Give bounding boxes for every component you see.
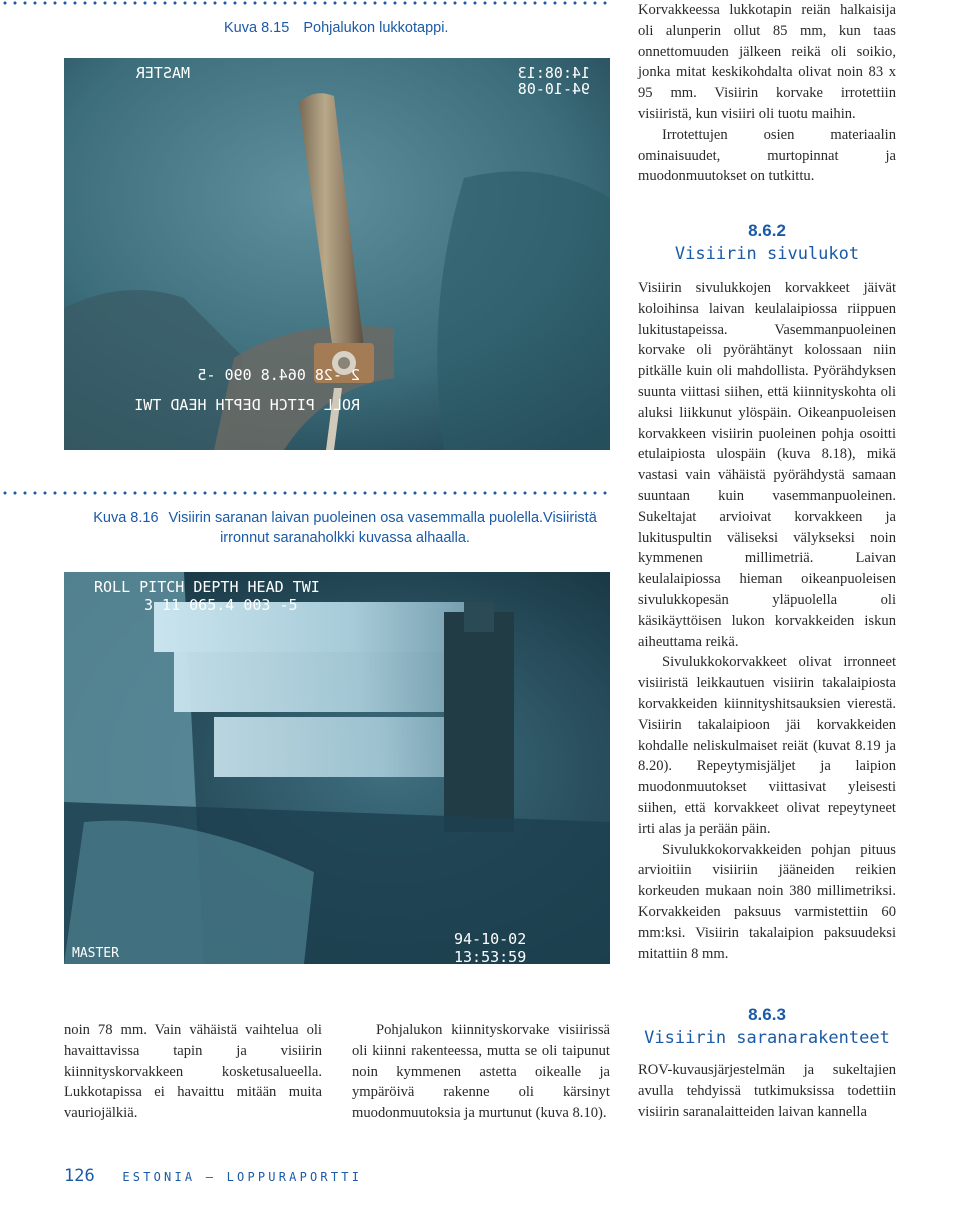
figure-8-16-photo <box>64 572 610 964</box>
overlay-header: ROLL PITCH DEPTH HEAD TWI <box>134 396 360 414</box>
overlay-values: 3 11 065.4 003 -5 <box>144 596 298 614</box>
figure-number: Kuva 8.15 <box>224 20 290 36</box>
bottom-middle-text <box>352 1020 610 1124</box>
overlay-date: 94-10-02 <box>454 930 527 948</box>
top-dotted-rule <box>0 0 612 6</box>
paragraph: ROV-kuvausjärjestelmän ja sukeltajien avulla tehdyissä tutkimuksissa todettiin visiirin saranalaitteiden laivan kannella <box>638 1062 896 1120</box>
figure-caption-text: Pohjalukon lukkotappi. <box>303 20 449 36</box>
bottom-left-text <box>64 1020 322 1124</box>
overlay-time: 13:53:59 <box>454 948 527 964</box>
figure-8-16-caption <box>80 508 610 548</box>
figure-caption-line-2: irronnut saranaholkki kuvassa alhaalla. <box>220 530 470 546</box>
overlay-date: 94-10-08 <box>517 80 590 98</box>
paragraph: Pohjalukon kiinnityskorvake visiirissä oli kiinni rakenteessa, mutta se oli taipunut noin kymmenen astetta oikealle ja ympäröivä rakenne oli kärsinyt muodonmuutoksia ja murtunut (kuva 8.10). <box>352 1022 610 1122</box>
section-8-6-2-heading <box>638 220 896 266</box>
overlay-values: 2 -28 064.8 090 -5 <box>197 366 360 384</box>
paragraph: Korvakkeessa lukkotapin reiän halkaisija oli alunperin ollut 85 mm, kun taas onnettomuuden jälkeen reikä oli soikio, jonka mitat keskikohdalta olivat noin 83 x 95 mm. Visiirin korvake irrotettiin visiiristä, kun visiiri oli tuotu maihin. <box>638 2 896 122</box>
figure-8-15-caption <box>224 18 448 38</box>
figure-caption-line-1: Visiirin saranan laivan puoleinen osa vasemmalla puolella.Visiiristä <box>168 510 597 526</box>
section-title: Visiirin sivulukot <box>674 244 860 264</box>
page-number: 126 <box>64 1166 95 1186</box>
overlay-master: MASTER <box>72 946 119 961</box>
section-title: Visiirin saranarakenteet <box>644 1028 890 1048</box>
underwater-hinge-image <box>64 572 610 964</box>
page-footer <box>64 1166 362 1186</box>
section-number: 8.6.3 <box>748 1005 786 1024</box>
section-number: 8.6.2 <box>748 221 786 240</box>
report-title: ESTONIA — LOPPURAPORTTI <box>122 1170 363 1184</box>
bottom-right-text <box>638 1060 896 1122</box>
overlay-master: MASTER <box>135 64 190 82</box>
right-column-top-text <box>638 0 896 187</box>
underwater-lock-pin-image <box>64 58 610 450</box>
right-column-main-text <box>638 278 896 964</box>
paragraph: noin 78 mm. Vain vähäistä vaihtelua oli havaittavissa tapin ja visiirin kiinnityskorvakkeen kosketusalueella. Lukkotapissa ei havaittu mitään muita vauriojälkiä. <box>64 1022 322 1122</box>
paragraph: Irrotettujen osien materiaalin ominaisuudet, murtopinnat ja muodonmuutokset on tutkittu. <box>638 126 896 185</box>
mid-dotted-rule <box>0 490 612 496</box>
section-8-6-3-heading <box>638 1004 896 1050</box>
paragraph: Sivulukkokorvakkeiden pohjan pituus arvioitiin visiiriin jääneiden reikien korkeuden mukaan noin 380 millimetriksi. Korvakkeiden paksuus varmistettiin 60 mm:ksi. Visiirin takalaipion paksuudeksi mitattiin 8 mm. <box>638 841 896 962</box>
overlay-header: ROLL PITCH DEPTH HEAD TWI <box>94 578 320 596</box>
figure-number: Kuva 8.16 <box>93 510 159 526</box>
paragraph: Visiirin sivulukkojen korvakkeet jäivät koloihinsa laivan keulalaipiossa riippuen lukitustapeissa. Vasemmanpuoleinen korvake oli pyörähtänyt kolossaan niin pitkälle kuin oli mahdollista. Pyörähdyksen suunta viittasi siihen, että kiinnityskohta oli aluksi liikkunut ylöspäin. Oikeanpuoleisen korvakkeen visiirin puoleinen pohja osoitti etulaipiosta ulospäin (kuva 8.18), mikä vastasi vain vähäistä pyörähdystä samaan suuntaan kuin vasemmanpuoleinen. Sukeltajat arvioivat korvakkeen ja lukituspultin väliseksi välykseksi noin kymmenen millimetriä. Laivan keulalaipiossa hieman oikeanpuoleisen sivulukkopesän yläpuolella oli käsikäyttöisen lukon korvakkeiden iskun aiheuttama reikä. <box>638 280 896 650</box>
paragraph: Sivulukkokorvakkeet olivat irronneet visiiristä leikkautuen visiirin takalaipiosta korvakkeiden kiinnityshitsauksien vierestä. Visiirin takalaipioon jäi korvakkeiden kohdalle neliskulmaiset reiät (kuvat 8.19 ja 8.20). Repeytymisjäljet ja laipion muodonmuutokset viittasivat yleisesti siihen, että korvakkeet olivat repeytyneet irti alas ja perään päin. <box>638 654 896 837</box>
figure-8-15-photo <box>64 58 610 450</box>
overlay-time: 14:08:13 <box>517 64 590 82</box>
